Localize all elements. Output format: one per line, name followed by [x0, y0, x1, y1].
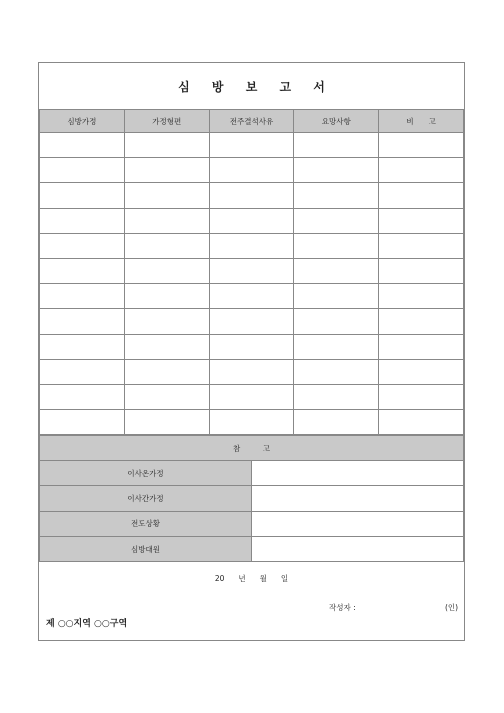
- date-day-unit: 일: [280, 574, 289, 583]
- table-cell[interactable]: [294, 410, 379, 435]
- date-month-unit: 월: [259, 574, 267, 583]
- table-row: [40, 233, 464, 258]
- reference-table: [39, 435, 464, 562]
- reference-row: [40, 511, 464, 536]
- table-cell[interactable]: [209, 410, 294, 435]
- seal-label: (인): [445, 603, 459, 612]
- table-cell[interactable]: [40, 133, 125, 158]
- table-header-row: [40, 110, 464, 133]
- table-cell[interactable]: [294, 258, 379, 283]
- table-row: [40, 334, 464, 359]
- table-cell[interactable]: [40, 359, 125, 384]
- table-cell[interactable]: [294, 384, 379, 409]
- reference-heading: 참 고: [40, 436, 464, 461]
- table-cell[interactable]: [124, 284, 209, 309]
- table-row: [40, 410, 464, 435]
- form-footer: [39, 561, 464, 640]
- reference-label-evangelism: 전도상황: [40, 511, 252, 536]
- table-cell[interactable]: [40, 384, 125, 409]
- reference-label-visit-members: 심방대원: [40, 536, 252, 561]
- table-cell[interactable]: [40, 158, 125, 183]
- table-cell[interactable]: [40, 183, 125, 208]
- table-cell[interactable]: [40, 258, 125, 283]
- table-cell[interactable]: [124, 183, 209, 208]
- date-year: 20: [214, 574, 225, 583]
- region-label: 제 ○○지역 ○○구역: [46, 619, 128, 629]
- table-cell[interactable]: [379, 183, 464, 208]
- table-cell[interactable]: [379, 158, 464, 183]
- table-cell[interactable]: [209, 233, 294, 258]
- reference-field[interactable]: [252, 536, 464, 561]
- col-header-remarks: 비 고: [379, 110, 464, 133]
- table-cell[interactable]: [124, 410, 209, 435]
- table-cell[interactable]: [209, 208, 294, 233]
- table-row: [40, 384, 464, 409]
- reference-field[interactable]: [252, 461, 464, 486]
- table-cell[interactable]: [379, 334, 464, 359]
- table-row: [40, 309, 464, 334]
- form-title: 심 방 보 고 서: [178, 79, 334, 94]
- reference-row: [40, 461, 464, 486]
- table-cell[interactable]: [40, 410, 125, 435]
- table-cell[interactable]: [294, 309, 379, 334]
- table-cell[interactable]: [294, 208, 379, 233]
- table-cell[interactable]: [379, 410, 464, 435]
- table-cell[interactable]: [209, 309, 294, 334]
- col-header-household: 심방가정: [40, 110, 125, 133]
- writer-label: 작성자 :: [329, 603, 356, 612]
- table-cell[interactable]: [209, 334, 294, 359]
- col-header-family-status: 가정형편: [124, 110, 209, 133]
- table-cell[interactable]: [294, 183, 379, 208]
- table-cell[interactable]: [379, 258, 464, 283]
- table-cell[interactable]: [209, 183, 294, 208]
- table-cell[interactable]: [124, 334, 209, 359]
- table-cell[interactable]: [294, 334, 379, 359]
- reference-field[interactable]: [252, 486, 464, 511]
- table-cell[interactable]: [124, 384, 209, 409]
- table-cell[interactable]: [124, 133, 209, 158]
- table-cell[interactable]: [40, 233, 125, 258]
- report-form: [38, 62, 465, 641]
- date-line: [39, 573, 464, 584]
- table-cell[interactable]: [379, 359, 464, 384]
- table-cell[interactable]: [124, 158, 209, 183]
- table-row: [40, 359, 464, 384]
- table-cell[interactable]: [40, 309, 125, 334]
- table-row: [40, 284, 464, 309]
- table-cell[interactable]: [379, 284, 464, 309]
- reference-row: [40, 486, 464, 511]
- reference-field[interactable]: [252, 511, 464, 536]
- table-row: [40, 183, 464, 208]
- table-cell[interactable]: [294, 359, 379, 384]
- table-cell[interactable]: [124, 309, 209, 334]
- col-header-absence-reason: 전주결석사유: [209, 110, 294, 133]
- reference-row: [40, 536, 464, 561]
- table-cell[interactable]: [379, 309, 464, 334]
- table-cell[interactable]: [209, 158, 294, 183]
- table-cell[interactable]: [294, 284, 379, 309]
- table-row: [40, 208, 464, 233]
- table-cell[interactable]: [379, 208, 464, 233]
- table-cell[interactable]: [124, 258, 209, 283]
- table-row: [40, 158, 464, 183]
- table-cell[interactable]: [124, 359, 209, 384]
- table-cell[interactable]: [379, 133, 464, 158]
- date-year-unit: 년: [238, 574, 246, 583]
- table-cell[interactable]: [209, 258, 294, 283]
- visit-table: [39, 109, 464, 435]
- table-cell[interactable]: [209, 284, 294, 309]
- table-row: [40, 133, 464, 158]
- table-cell[interactable]: [209, 359, 294, 384]
- table-cell[interactable]: [379, 233, 464, 258]
- table-cell[interactable]: [40, 284, 125, 309]
- table-cell[interactable]: [379, 384, 464, 409]
- reference-label-moved-in: 이사온가정: [40, 461, 252, 486]
- table-cell[interactable]: [124, 233, 209, 258]
- reference-label-moved-out: 이사간가정: [40, 486, 252, 511]
- table-row: [40, 258, 464, 283]
- reference-header-row: [40, 436, 464, 461]
- table-cell[interactable]: [124, 208, 209, 233]
- col-header-requests: 요망사항: [294, 110, 379, 133]
- table-cell[interactable]: [209, 384, 294, 409]
- table-cell[interactable]: [209, 133, 294, 158]
- table-cell[interactable]: [40, 208, 125, 233]
- table-cell[interactable]: [294, 233, 379, 258]
- table-cell[interactable]: [294, 158, 379, 183]
- table-cell[interactable]: [40, 334, 125, 359]
- table-cell[interactable]: [294, 133, 379, 158]
